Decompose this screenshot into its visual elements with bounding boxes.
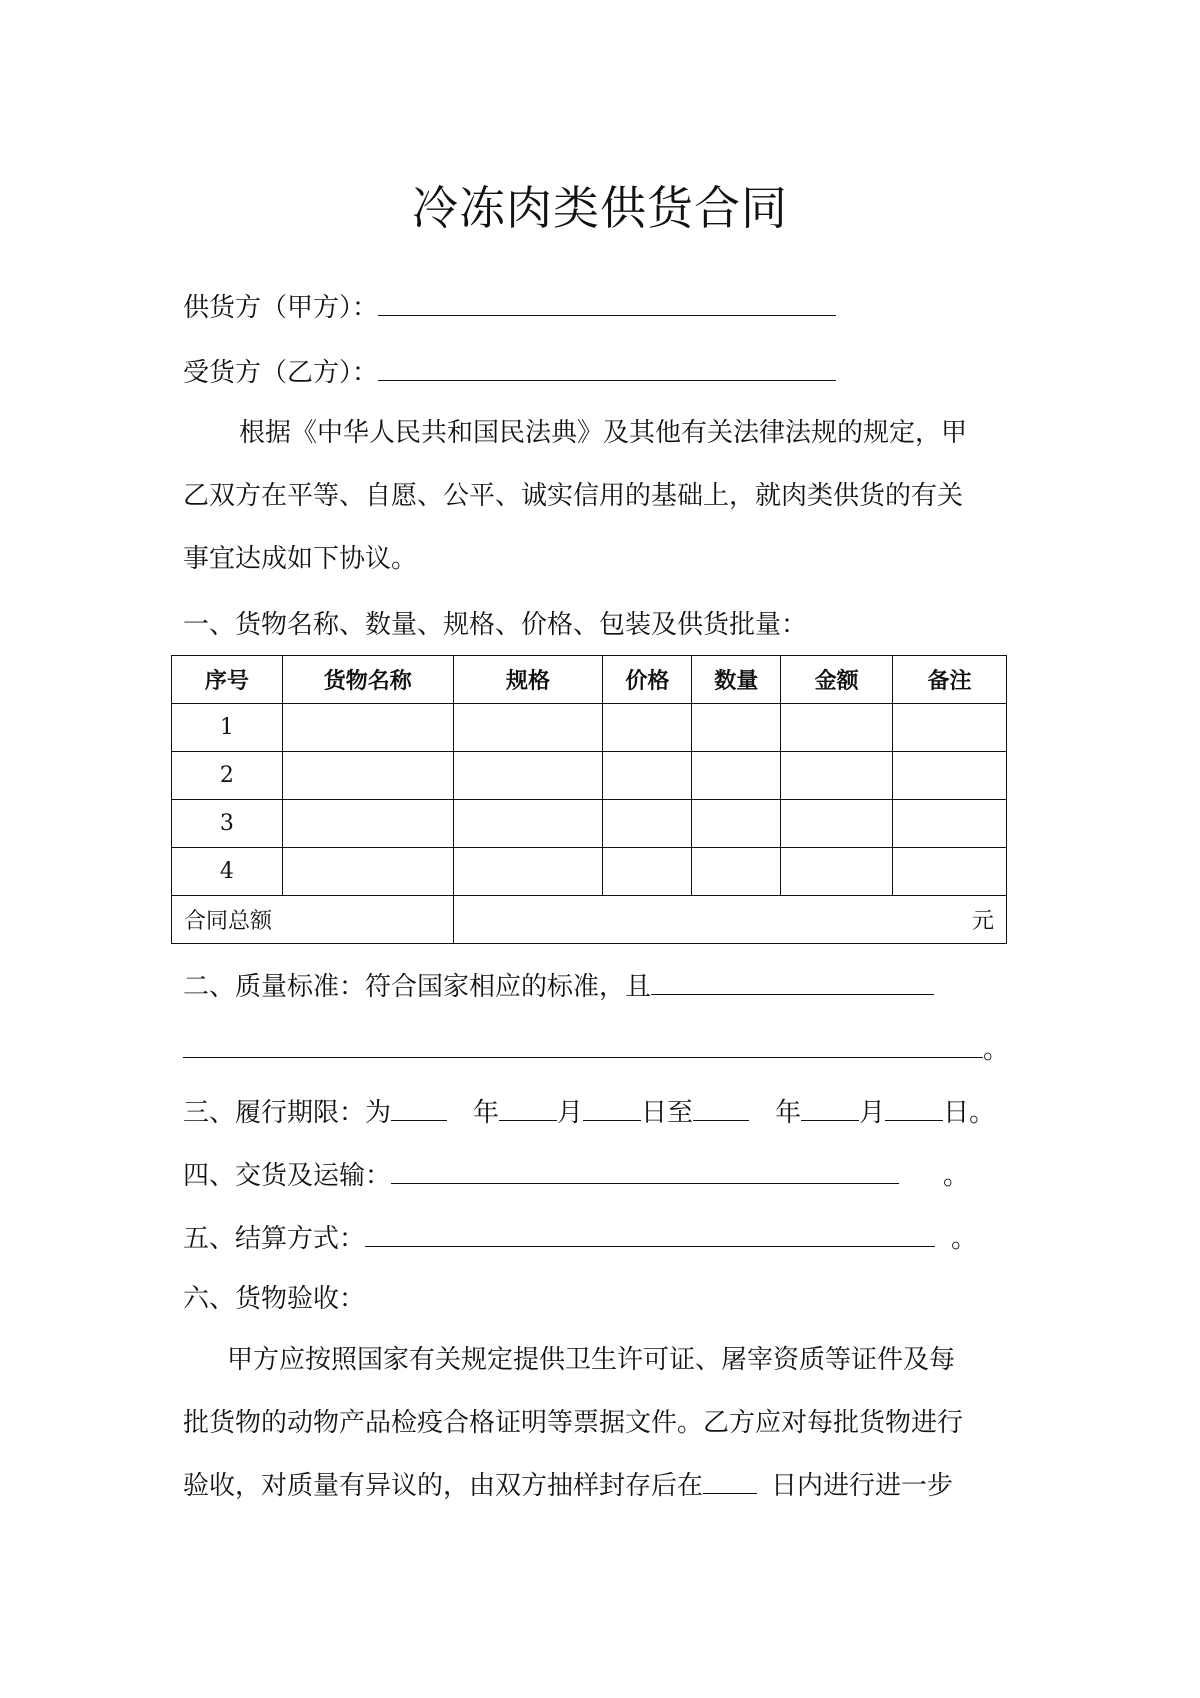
receiver-label: 受货方（乙方）：: [183, 358, 379, 388]
cell-goods-name[interactable]: [282, 752, 453, 800]
end-year-blank[interactable]: [693, 1090, 749, 1121]
goods-table: [171, 655, 1007, 944]
start-year-unit: 年: [473, 1098, 500, 1128]
header-no: 序号: [172, 656, 283, 704]
receiver-line: [183, 350, 836, 393]
table-row: [172, 800, 1007, 848]
cell-spec[interactable]: [453, 752, 603, 800]
section-4-label: 四、交货及运输：: [183, 1161, 392, 1191]
cell-price[interactable]: [603, 752, 692, 800]
preamble-line-1: 根据《中华人民共和国民法典》及其他有关法律法规的规定，甲: [239, 418, 968, 448]
section-6-line-3: [183, 1455, 1025, 1518]
supplier-label: 供货方（甲方）：: [183, 293, 379, 323]
section-4-line: [183, 1153, 969, 1196]
quality-blank-1[interactable]: [651, 964, 934, 995]
cell-price[interactable]: [603, 704, 692, 752]
preamble-line-2: 乙双方在平等、自愿、公平、诚实信用的基础上，就肉类供货的有关: [183, 481, 964, 511]
cell-quantity[interactable]: [692, 752, 781, 800]
supplier-line: [183, 285, 836, 328]
cell-goods-name[interactable]: [282, 848, 453, 896]
table-total-row: [172, 896, 1007, 944]
header-spec: 规格: [453, 656, 603, 704]
section-6-line-2: 批货物的动物产品检疫合格证明等票据文件。乙方应对每批货物进行: [183, 1408, 964, 1438]
total-value-cell[interactable]: [453, 896, 1006, 944]
total-unit: 元: [971, 909, 994, 934]
section-5-line: [183, 1216, 977, 1259]
header-quantity: 数量: [692, 656, 781, 704]
start-day-to: 日至: [641, 1098, 694, 1128]
section-6-heading: 六、货物验收：: [183, 1284, 366, 1314]
cell-quantity[interactable]: [692, 848, 781, 896]
section-1-heading: 一、货物名称、数量、规格、价格、包装及供货批量：: [183, 610, 808, 640]
start-year-blank[interactable]: [391, 1090, 447, 1121]
section-6-line-3-a: 验收，对质量有异议的，由双方抽样封存后在: [183, 1471, 704, 1501]
cell-price[interactable]: [603, 800, 692, 848]
cell-spec[interactable]: [453, 848, 603, 896]
section-3-label: 三、履行期限：为: [183, 1098, 392, 1128]
quality-blank-2[interactable]: [183, 1027, 983, 1058]
supplier-blank[interactable]: [378, 285, 836, 316]
end-month-unit: 月: [859, 1098, 886, 1128]
cell-spec[interactable]: [453, 800, 603, 848]
section-5-label: 五、结算方式：: [183, 1224, 366, 1254]
cell-remark[interactable]: [893, 848, 1007, 896]
header-amount: 金额: [781, 656, 893, 704]
section-2-label: 二、质量标准：符合国家相应的标准，且: [183, 972, 652, 1002]
table-row: [172, 704, 1007, 752]
cell-quantity[interactable]: [692, 800, 781, 848]
cell-remark[interactable]: [893, 800, 1007, 848]
section-3-line: [183, 1090, 995, 1133]
delivery-blank[interactable]: [391, 1153, 899, 1184]
table-row: [172, 752, 1007, 800]
section-2-end: 。: [983, 1035, 1010, 1065]
total-label: 合同总额: [172, 896, 454, 944]
section-6-line-3-b: 日内进行进一步: [771, 1471, 954, 1501]
preamble-line-3: 事宜达成如下协议。: [183, 544, 418, 574]
section-5-end: 。: [951, 1224, 978, 1254]
document-title: 冷冻肉类供货合同: [412, 181, 788, 235]
cell-remark[interactable]: [893, 704, 1007, 752]
cell-amount[interactable]: [781, 752, 893, 800]
end-month-blank[interactable]: [801, 1090, 859, 1121]
header-price: 价格: [603, 656, 692, 704]
cell-amount[interactable]: [781, 800, 893, 848]
cell-goods-name[interactable]: [282, 704, 453, 752]
section-6-body: [183, 1329, 1025, 1518]
settlement-blank[interactable]: [365, 1216, 935, 1247]
row-no: 3: [172, 800, 283, 848]
end-day-unit: 日。: [943, 1098, 996, 1128]
cell-spec[interactable]: [453, 704, 603, 752]
section-2-line-1: [183, 964, 934, 1007]
section-6-line-1: 甲方应按照国家有关规定提供卫生许可证、屠宰资质等证件及每: [227, 1345, 956, 1375]
start-month-blank[interactable]: [499, 1090, 557, 1121]
table-header-row: [172, 656, 1007, 704]
end-day-blank[interactable]: [885, 1090, 943, 1121]
row-no: 4: [172, 848, 283, 896]
header-remark: 备注: [893, 656, 1007, 704]
inspection-days-blank[interactable]: [703, 1463, 757, 1494]
table-row: [172, 848, 1007, 896]
cell-remark[interactable]: [893, 752, 1007, 800]
start-month-unit: 月: [557, 1098, 584, 1128]
row-no: 2: [172, 752, 283, 800]
end-year-unit: 年: [775, 1098, 802, 1128]
cell-amount[interactable]: [781, 848, 893, 896]
cell-amount[interactable]: [781, 704, 893, 752]
receiver-blank[interactable]: [378, 350, 836, 381]
section-2-line-2: [183, 1027, 1009, 1070]
start-day-blank[interactable]: [583, 1090, 641, 1121]
header-goods-name: 货物名称: [282, 656, 453, 704]
cell-price[interactable]: [603, 848, 692, 896]
row-no: 1: [172, 704, 283, 752]
cell-quantity[interactable]: [692, 704, 781, 752]
preamble: [183, 402, 1025, 591]
section-4-end: 。: [943, 1161, 970, 1191]
cell-goods-name[interactable]: [282, 800, 453, 848]
